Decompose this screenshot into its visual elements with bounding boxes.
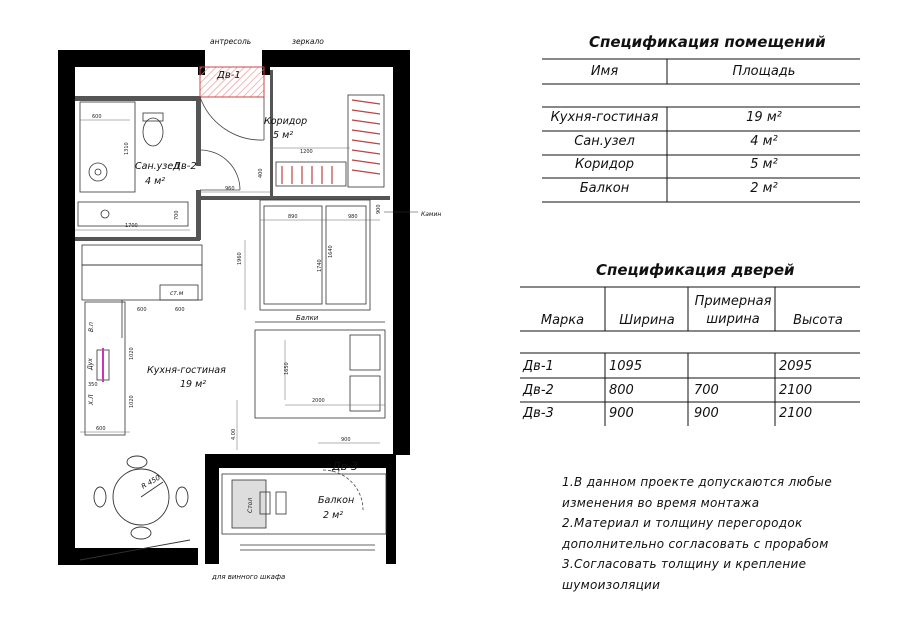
washing-machine-label: ст.м xyxy=(170,290,184,297)
balcony-area: 2 м² xyxy=(323,510,344,521)
dim-label: 600 xyxy=(137,307,147,313)
rooms-row-name: Кухня-гостиная xyxy=(550,110,659,125)
rooms-row-name: Коридор xyxy=(574,157,635,172)
doors-row-height: 2100 xyxy=(779,406,813,421)
dining-set xyxy=(80,456,190,560)
dim-label: 1700 xyxy=(125,223,138,229)
balcony-name: Балкон xyxy=(318,495,355,506)
rooms-row-area: 4 м² xyxy=(750,134,778,149)
dim-label: 960 xyxy=(225,186,235,192)
rooms-row-area: 5 м² xyxy=(750,157,778,172)
dim-label: 350 xyxy=(88,382,98,388)
doors-row-height: 2095 xyxy=(779,359,813,374)
kitchen-name: Кухня-гостиная xyxy=(147,365,226,376)
note-line: дополнительно согласовать с прорабом xyxy=(562,536,829,551)
door-1-label: Дв-1 xyxy=(217,70,241,81)
rooms-spec-title: Спецификация помещений xyxy=(589,33,826,51)
wardrobe-stripes xyxy=(282,100,380,184)
radius-label: R 450 xyxy=(140,473,162,491)
shelf-label: Стол xyxy=(247,497,254,513)
doors-row-width: 800 xyxy=(609,383,634,398)
dim-label: 600 xyxy=(175,307,185,313)
kitchen-area: 19 м² xyxy=(180,379,207,390)
doors-row-height: 2100 xyxy=(779,383,813,398)
dim-label: 900 xyxy=(341,437,351,443)
door-3-label: Дв-3 xyxy=(332,460,359,473)
note-line: 1.В данном проекте допускаются любые xyxy=(562,475,833,489)
balconies-label: Балки xyxy=(296,314,319,322)
doors-row-mark: Дв-3 xyxy=(523,406,554,421)
mirror-label: зеркало xyxy=(292,37,324,46)
dimension-lines xyxy=(75,120,385,450)
dim-label: 890 xyxy=(288,214,298,220)
notes xyxy=(562,472,832,595)
dim-label: 1310 xyxy=(124,142,130,155)
rooms-row-name: Сан.узел xyxy=(574,134,635,149)
rooms-header-name: Имя xyxy=(590,64,619,79)
dim-label: 700 xyxy=(174,210,180,220)
rooms-row-name: Балкон xyxy=(579,181,630,196)
doors-spec-title: Спецификация дверей xyxy=(596,261,795,279)
note-line: 2.Материал и толщину перегородок xyxy=(562,516,803,530)
doors-row-approx: 700 xyxy=(694,383,719,398)
dim-label: 600 xyxy=(96,426,106,432)
kitchen-unit xyxy=(82,245,202,435)
doors-header-height: Высота xyxy=(793,313,843,328)
doors-header-approx: Примерная ширина xyxy=(694,294,772,327)
note-line: 3.Согласовать толщину и крепление xyxy=(562,557,807,571)
corridor-name: Коридор xyxy=(264,116,308,127)
fireplace-label: Камин xyxy=(421,211,442,218)
doors-header-mark: Марка xyxy=(540,313,585,328)
dim-label: 1650 xyxy=(284,362,290,375)
doors-row-approx: 900 xyxy=(694,406,719,421)
doors-header-width: Ширина xyxy=(619,313,675,328)
dim-label: 4.00 xyxy=(231,428,237,440)
dim-label: 400 xyxy=(258,168,264,178)
rooms-row-area: 19 м² xyxy=(746,110,782,125)
corridor-area: 5 м² xyxy=(273,130,294,141)
bathroom-area: 4 м² xyxy=(145,176,166,187)
note-line: шумоизоляции xyxy=(562,577,661,592)
doors-row-width: 900 xyxy=(609,406,634,421)
mezzanine-label: антресоль xyxy=(210,37,252,46)
dim-label: 900 xyxy=(376,204,382,214)
fridge-label: Х.Л xyxy=(88,394,95,405)
oven-label: Дух xyxy=(87,358,94,370)
doors-row-width: 1095 xyxy=(609,359,643,374)
dim-label: 600 xyxy=(92,114,102,120)
note-line: изменения во время монтажа xyxy=(562,495,760,510)
bathroom-name: Сан.узел xyxy=(135,161,180,172)
dim-label: 1640 xyxy=(328,245,334,258)
rooms-header-area: Площадь xyxy=(732,64,796,79)
door-2-label: Дв-2 xyxy=(173,161,197,172)
dim-label: 1200 xyxy=(300,149,313,155)
door-swings xyxy=(200,97,363,510)
floor-plan xyxy=(0,0,450,622)
dim-label: 2000 xyxy=(312,398,325,404)
dim-label: 980 xyxy=(348,214,358,220)
dim-label: 1960 xyxy=(237,252,243,265)
rooms-row-area: 2 м² xyxy=(750,181,778,196)
dim-label: 1020 xyxy=(129,395,135,408)
doors-row-mark: Дв-1 xyxy=(523,359,554,374)
wine-cabinet-label: для винного шкафа xyxy=(212,573,286,581)
dim-label: 1740 xyxy=(317,259,323,272)
hob-label: В.п xyxy=(88,322,95,332)
dim-label: 1020 xyxy=(129,347,135,360)
doors-row-mark: Дв-2 xyxy=(523,383,554,398)
